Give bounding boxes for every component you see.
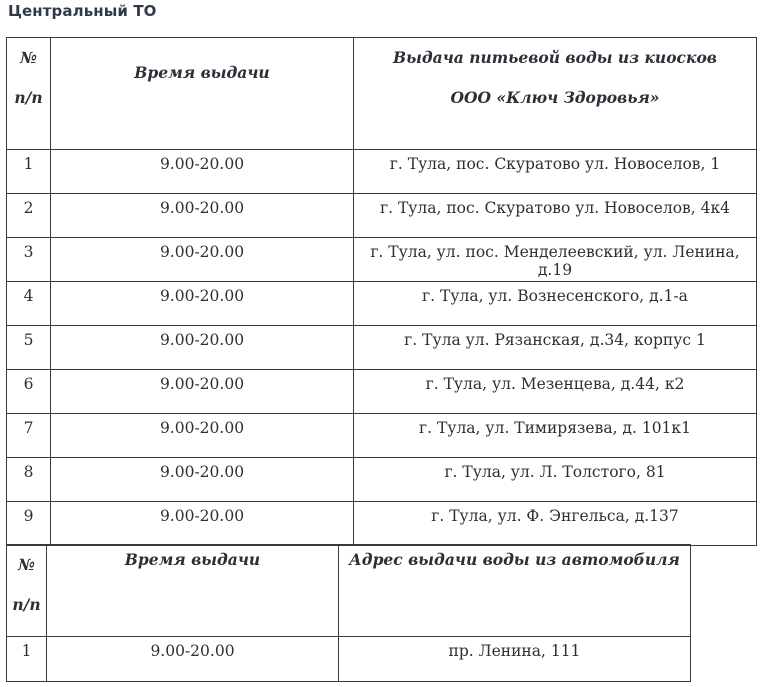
cell-address: г. Тула, ул. Мезенцева, д.44, к2 [354,370,757,414]
cell-time: 9.00-20.00 [51,502,354,546]
cell-address: г. Тула, пос. Скуратово ул. Новоселов, 1 [354,150,757,194]
header-address-line1: Выдача питьевой воды из киосков [393,48,717,67]
cell-time: 9.00-20.00 [51,326,354,370]
cell-number: 4 [7,282,51,326]
header-address: Адрес выдачи воды из автомобиля [339,545,691,637]
table-header-row [7,545,691,637]
table-row [7,194,757,238]
cell-time: 9.00-20.00 [51,238,354,282]
cell-number: 1 [7,637,47,682]
header-address-line2: ООО «Ключ Здоровья» [450,88,660,107]
cell-address: г. Тула, пос. Скуратово ул. Новоселов, 4к4 [354,194,757,238]
cell-time: 9.00-20.00 [51,370,354,414]
table-row [7,414,757,458]
table-row [7,150,757,194]
section-title: Центральный ТО [8,2,157,20]
cell-number: 7 [7,414,51,458]
cell-time: 9.00-20.00 [51,150,354,194]
table-row [7,238,757,282]
cell-number: 3 [7,238,51,282]
cell-time: 9.00-20.00 [51,194,354,238]
cell-number: 5 [7,326,51,370]
header-number [7,545,47,637]
cell-number: 8 [7,458,51,502]
cell-address: г. Тула, ул. Ф. Энгельса, д.137 [354,502,757,546]
table-row [7,502,757,546]
header-time: Время выдачи [47,545,339,637]
table-row [7,326,757,370]
cell-address: г. Тула, ул. Тимирязева, д. 101к1 [354,414,757,458]
cell-time: 9.00-20.00 [47,637,339,682]
table-row [7,282,757,326]
header-address [354,38,757,150]
kiosks-table [6,37,757,546]
header-number-abbr: п/п [14,88,43,107]
table-row [7,637,691,682]
cell-number: 2 [7,194,51,238]
header-time: Время выдачи [51,38,354,150]
cell-time: 9.00-20.00 [51,414,354,458]
cell-address: г. Тула ул. Рязанская, д.34, корпус 1 [354,326,757,370]
cell-address: г. Тула, ул. Вознесенского, д.1-а [354,282,757,326]
table-row [7,458,757,502]
cell-address: г. Тула, ул. Л. Толстого, 81 [354,458,757,502]
cell-address: г. Тула, ул. пос. Менделеевский, ул. Ленина, д.19 [354,238,757,282]
table-row [7,370,757,414]
cell-address: пр. Ленина, 111 [339,637,691,682]
cell-number: 9 [7,502,51,546]
header-number-symbol: № [20,48,37,67]
header-number [7,38,51,150]
cell-number: 1 [7,150,51,194]
cell-time: 9.00-20.00 [51,458,354,502]
header-number-abbr: п/п [12,595,41,614]
truck-table [6,544,691,682]
header-number-symbol: № [18,555,35,574]
table-header-row [7,38,757,150]
cell-number: 6 [7,370,51,414]
cell-time: 9.00-20.00 [51,282,354,326]
